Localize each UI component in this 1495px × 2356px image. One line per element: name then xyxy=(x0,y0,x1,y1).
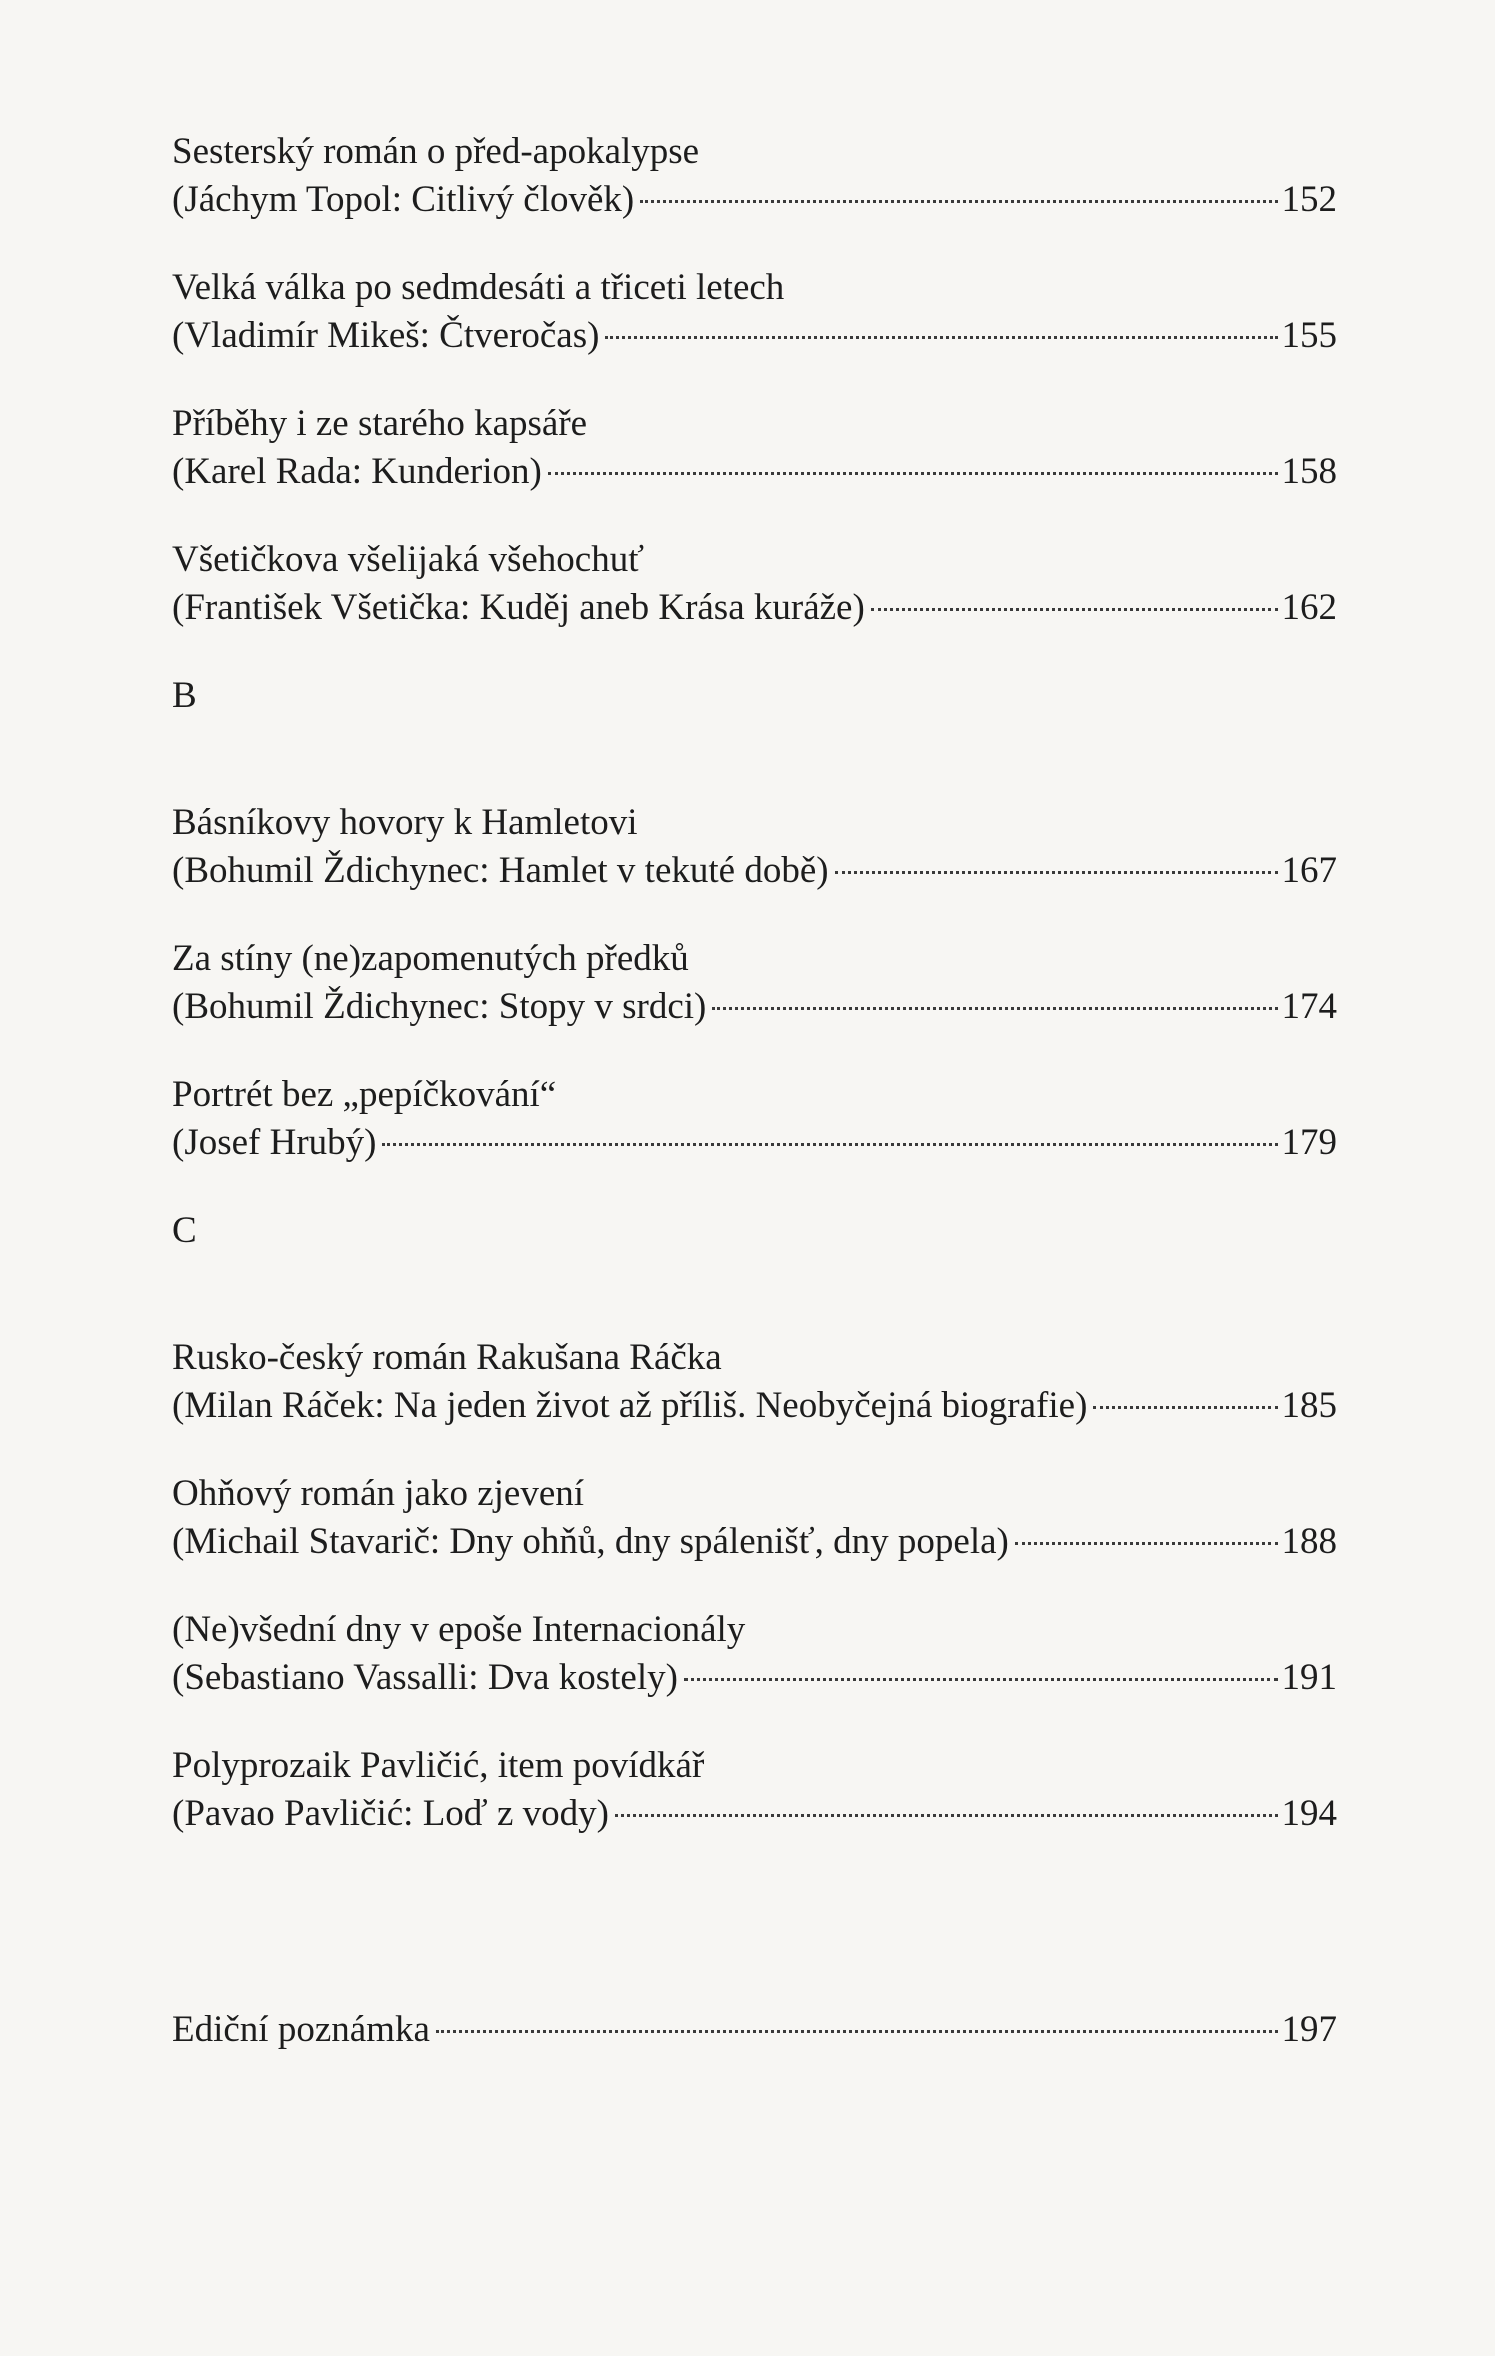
entry-source: (Vladimír Mikeš: Čtveročas) xyxy=(172,315,600,356)
entry-source: (Josef Hrubý) xyxy=(172,1122,377,1163)
dot-leader xyxy=(436,2030,1278,2033)
table-of-contents xyxy=(172,128,1337,2054)
page-number: 194 xyxy=(1281,1793,1337,1834)
entry-source-line xyxy=(172,983,1337,1031)
entry-source: (Bohumil Ždichynec: Hamlet v tekuté době) xyxy=(172,850,829,891)
entry-source: (Milan Ráček: Na jeden život až příliš. Neobyčejná biografie) xyxy=(172,1385,1088,1426)
entry-source: (Karel Rada: Kunderion) xyxy=(172,451,542,492)
entry-source-line xyxy=(172,847,1337,895)
toc-entry xyxy=(172,264,1337,360)
toc-entry xyxy=(172,1334,1337,1430)
dot-leader xyxy=(712,1007,1277,1010)
entry-source-line xyxy=(172,1790,1337,1838)
toc-entry xyxy=(172,536,1337,632)
entry-title: Za stíny (ne)zapomenutých předků xyxy=(172,938,689,979)
page-number: 158 xyxy=(1281,451,1337,492)
spacer xyxy=(172,1878,1337,2006)
toc-entry xyxy=(172,1071,1337,1167)
page-number: 167 xyxy=(1281,850,1337,891)
entry-source-line xyxy=(172,448,1337,496)
dot-leader xyxy=(1093,1406,1277,1409)
toc-entry xyxy=(172,128,1337,224)
page-number: 162 xyxy=(1281,587,1337,628)
entry-source: (Michail Stavarič: Dny ohňů, dny spálenišť, dny popela) xyxy=(172,1521,1009,1562)
toc-entry-editorial-note xyxy=(172,2006,1337,2054)
entry-source-line xyxy=(172,1518,1337,1566)
entry-source: (Pavao Pavličić: Loď z vody) xyxy=(172,1793,609,1834)
dot-leader xyxy=(684,1678,1278,1681)
entry-title: Příběhy i ze starého kapsáře xyxy=(172,403,588,444)
entry-source: (Jáchym Topol: Citlivý člověk) xyxy=(172,179,635,220)
toc-entry xyxy=(172,935,1337,1031)
dot-leader xyxy=(871,608,1278,611)
toc-entry xyxy=(172,1470,1337,1566)
dot-leader xyxy=(548,472,1278,475)
dot-leader xyxy=(615,1814,1278,1817)
entry-title: Rusko-český román Rakušana Ráčka xyxy=(172,1337,722,1378)
entry-source: (Sebastiano Vassalli: Dva kostely) xyxy=(172,1657,678,1698)
entry-title: Velká válka po sedmdesáti a třiceti letech xyxy=(172,267,785,308)
page-number: 155 xyxy=(1281,315,1337,356)
entry-title: Sesterský román o před-apokalypse xyxy=(172,131,700,172)
toc-entry xyxy=(172,1606,1337,1702)
entry-title: Ediční poznámka xyxy=(172,2009,430,2050)
entry-title: Ohňový román jako zjevení xyxy=(172,1473,585,1514)
entry-source-line xyxy=(172,584,1337,632)
dot-leader xyxy=(605,336,1277,339)
page-number: 185 xyxy=(1281,1385,1337,1426)
entry-title: Polyprozaik Pavličić, item povídkář xyxy=(172,1745,705,1786)
entry-title: Básníkovy hovory k Hamletovi xyxy=(172,802,638,843)
dot-leader xyxy=(1015,1542,1278,1545)
entry-title: Všetičkova všelijaká všehochuť xyxy=(172,539,645,580)
entry-source-line xyxy=(172,312,1337,360)
entry-source-line xyxy=(172,176,1337,224)
entry-source-line xyxy=(172,1654,1337,1702)
dot-leader xyxy=(382,1143,1277,1146)
entry-source: (František Všetička: Kuděj aneb Krása kuráže) xyxy=(172,587,865,628)
page-number: 188 xyxy=(1281,1521,1337,1562)
page-number: 174 xyxy=(1281,986,1337,1027)
entry-title: (Ne)všední dny v epoše Internacionály xyxy=(172,1609,746,1650)
section-heading-b: B xyxy=(172,675,197,716)
toc-entry xyxy=(172,799,1337,895)
dot-leader xyxy=(640,200,1277,203)
page-number: 197 xyxy=(1281,2009,1337,2050)
dot-leader xyxy=(835,871,1278,874)
entry-source: (Bohumil Ždichynec: Stopy v srdci) xyxy=(172,986,707,1027)
toc-entry xyxy=(172,400,1337,496)
page-number: 152 xyxy=(1281,179,1337,220)
entry-title: Portrét bez „pepíčkování“ xyxy=(172,1074,557,1115)
section-heading-c: C xyxy=(172,1210,197,1251)
entry-source-line xyxy=(172,1382,1337,1430)
page-number: 191 xyxy=(1281,1657,1337,1698)
page-number: 179 xyxy=(1281,1122,1337,1163)
entry-source-line xyxy=(172,1119,1337,1167)
toc-entry xyxy=(172,1742,1337,1838)
